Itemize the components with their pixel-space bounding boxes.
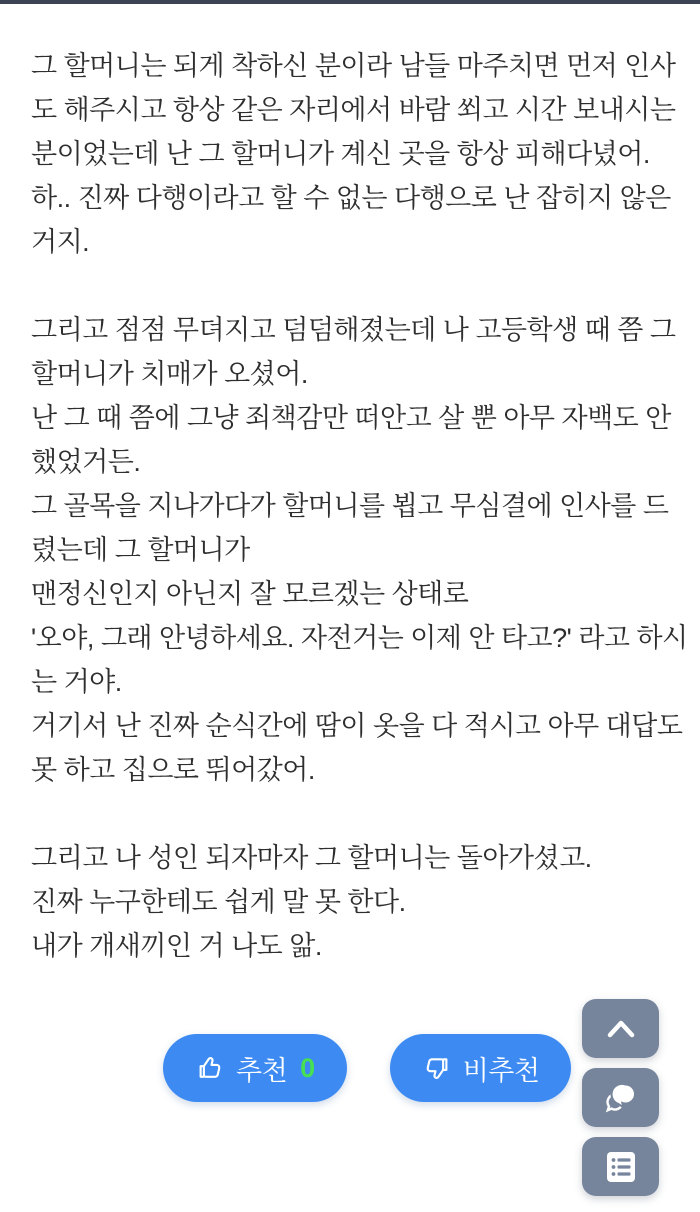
post-line: 하.. 진짜 다행이라고 할 수 없는 다행으로 난 잡히지 않은	[31, 183, 671, 213]
post-line: 는 거야.	[31, 667, 122, 697]
post-line: 할머니가 치매가 오셨어.	[31, 359, 308, 389]
post-line: 도 해주시고 항상 같은 자리에서 바람 쐬고 시간 보내시는	[31, 95, 676, 125]
list-icon	[603, 1150, 639, 1184]
comments-button[interactable]	[582, 1068, 659, 1127]
post-line: 그리고 나 성인 되자마자 그 할머니는 돌아가셨고.	[31, 843, 592, 873]
post-line: 난 그 때 쯤에 그냥 죄책감만 떠안고 살 뿐 아무 자백도 안	[31, 403, 671, 433]
post-line: 못 하고 집으로 뛰어갔어.	[31, 755, 315, 785]
thumbs-up-icon	[195, 1053, 225, 1083]
post-line: 그 할머니는 되게 착하신 분이라 남들 마주치면 먼저 인사	[31, 51, 676, 81]
chat-bubbles-icon	[602, 1079, 640, 1117]
post-line: 분이었는데 난 그 할머니가 계신 곳을 항상 피해다녔어.	[31, 139, 650, 169]
upvote-label: 추천	[236, 1055, 288, 1086]
scroll-to-top-button[interactable]	[582, 999, 659, 1058]
downvote-button[interactable]	[390, 1034, 572, 1102]
post-line: 거기서 난 진짜 순식간에 땀이 옷을 다 적시고 아무 대답도	[31, 711, 683, 741]
upvote-button[interactable]	[163, 1034, 347, 1102]
vote-button-row	[163, 1034, 571, 1102]
post-line: 내가 개새끼인 거 나도 앎.	[31, 931, 322, 961]
thumbs-down-icon	[422, 1053, 452, 1083]
upvote-count: 0	[300, 1052, 315, 1083]
post-line: '오야, 그래 안녕하세요. 자전거는 이제 안 타고?' 라고 하시	[31, 623, 688, 653]
post-paragraph	[31, 44, 686, 264]
post-paragraph	[31, 308, 686, 792]
post-line: 거지.	[31, 227, 90, 257]
floating-action-column	[582, 999, 659, 1196]
post-paragraph	[31, 836, 686, 968]
post-body	[31, 44, 686, 968]
chevron-up-icon	[604, 1016, 638, 1042]
post-line: 했었거든.	[31, 447, 141, 477]
post-line: 그리고 점점 무뎌지고 덤덤해졌는데 나 고등학생 때 쯤 그	[31, 315, 676, 345]
post-line: 진짜 누구한테도 쉽게 말 못 한다.	[31, 887, 406, 917]
post-line: 그 골목을 지나가다가 할머니를 뵙고 무심결에 인사를 드	[31, 491, 669, 521]
post-line: 맨정신인지 아닌지 잘 모르겠는 상태로	[31, 579, 469, 609]
post-list-button[interactable]	[582, 1137, 659, 1196]
downvote-label: 비추천	[462, 1055, 540, 1086]
post-line: 렸는데 그 할머니가	[31, 535, 250, 565]
top-bar	[0, 0, 700, 4]
